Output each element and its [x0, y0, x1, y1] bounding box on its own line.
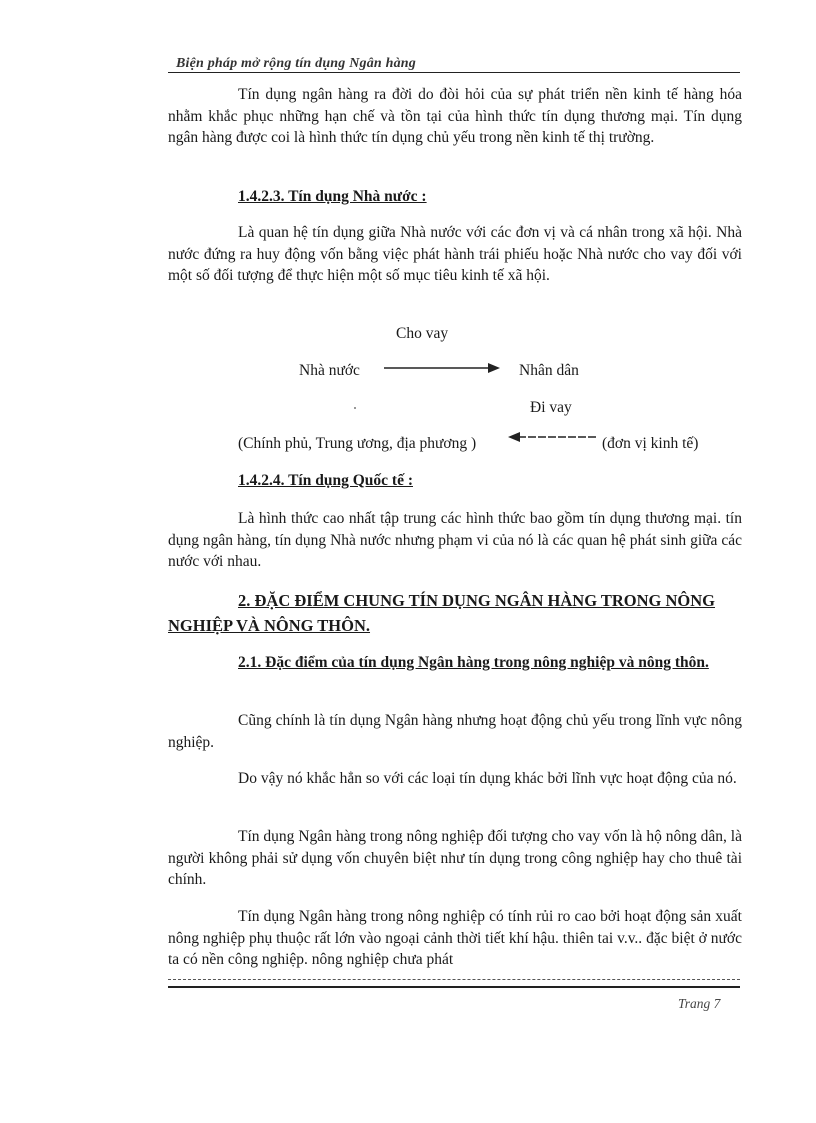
footer-rule-dashed: [168, 979, 740, 980]
lend-arrow-icon: [384, 362, 502, 374]
lend-label: Cho vay: [396, 325, 449, 342]
paragraph-agri-credit: Cũng chính là tín dụng Ngân hàng nhưng hoạt động chủ yếu trong lĩnh vực nông nghiệp.: [168, 712, 742, 751]
state-label: Nhà nước: [299, 362, 360, 379]
paragraph-borrowers: Tín dụng Ngân hàng trong nông nghiệp đối tượng cho vay vốn là hộ nông dân, là người không phải sử dụng vốn chuyên biệt như tín dụng trong công nghiệp hay cho thuê tài chính.: [168, 828, 742, 888]
scan-speck: [354, 407, 356, 409]
heading-section-2: 2. ĐẶC ĐIỂM CHUNG TÍN DỤNG NGÂN HÀNG TRONG NÔNG NGHIỆP VÀ NÔNG THÔN.: [168, 591, 715, 635]
page-number: Trang 7: [678, 996, 721, 1011]
paragraph-bank-credit: Tín dụng ngân hàng ra đời do đòi hỏi của sự phát triển nền kinh tế hàng hóa nhằm khắc phục những hạn chế và tồn tại của hình thức tín dụng thương mại. Tín dụng ngân hàng được coi là hình thức tín dụng chủ yếu trong nền kinh tế thị trường.: [168, 86, 742, 146]
footer-rule: [168, 986, 740, 988]
running-header: Biện pháp mở rộng tín dụng Ngân hàng: [176, 56, 416, 71]
paragraph-risk: Tín dụng Ngân hàng trong nông nghiệp có tính rủi ro cao bởi hoạt động sản xuất nông nghiệp phụ thuộc rất lớn vào ngoại cảnh thời tiết khí hậu. thiên tai v.v.. đặc biệt ở nước ta có nền công nghiệp. nông nghiệp chưa phát: [168, 908, 742, 968]
paragraph-state-credit: Là quan hệ tín dụng giữa Nhà nước với các đơn vị và cá nhân trong xã hội. Nhà nước đứng ra huy động vốn bằng việc phát hành trái phiếu hoặc Nhà nước cho vay đối với một số đối tượng để thực hiện một số mục tiêu kinh tế xã hội.: [168, 224, 742, 284]
borrow-label: Đi vay: [530, 399, 572, 416]
people-label: Nhân dân: [519, 362, 579, 379]
heading-international-credit: 1.4.2.4. Tín dụng Quốc tế :: [238, 472, 413, 489]
borrow-arrow-icon: [508, 431, 600, 443]
header-rule: [168, 72, 740, 73]
paragraph-difference: Do vậy nó khắc hẳn so với các loại tín dụng khác bởi lĩnh vực hoạt động của nó.: [238, 770, 737, 787]
people-detail: (đơn vị kinh tế): [602, 435, 699, 452]
heading-section-2-1: 2.1. Đặc điểm của tín dụng Ngân hàng trong nông nghiệp và nông thôn.: [238, 654, 709, 671]
paragraph-international-credit: Là hình thức cao nhất tập trung các hình thức bao gồm tín dụng thương mại. tín dụng ngân hàng, tín dụng Nhà nước nhưng phạm vi của nó là các quan hệ phát sinh giữa các nước với nhau.: [168, 510, 742, 570]
heading-state-credit: 1.4.2.3. Tín dụng Nhà nước :: [238, 188, 427, 205]
state-detail: (Chính phủ, Trung ương, địa phương ): [238, 435, 477, 452]
